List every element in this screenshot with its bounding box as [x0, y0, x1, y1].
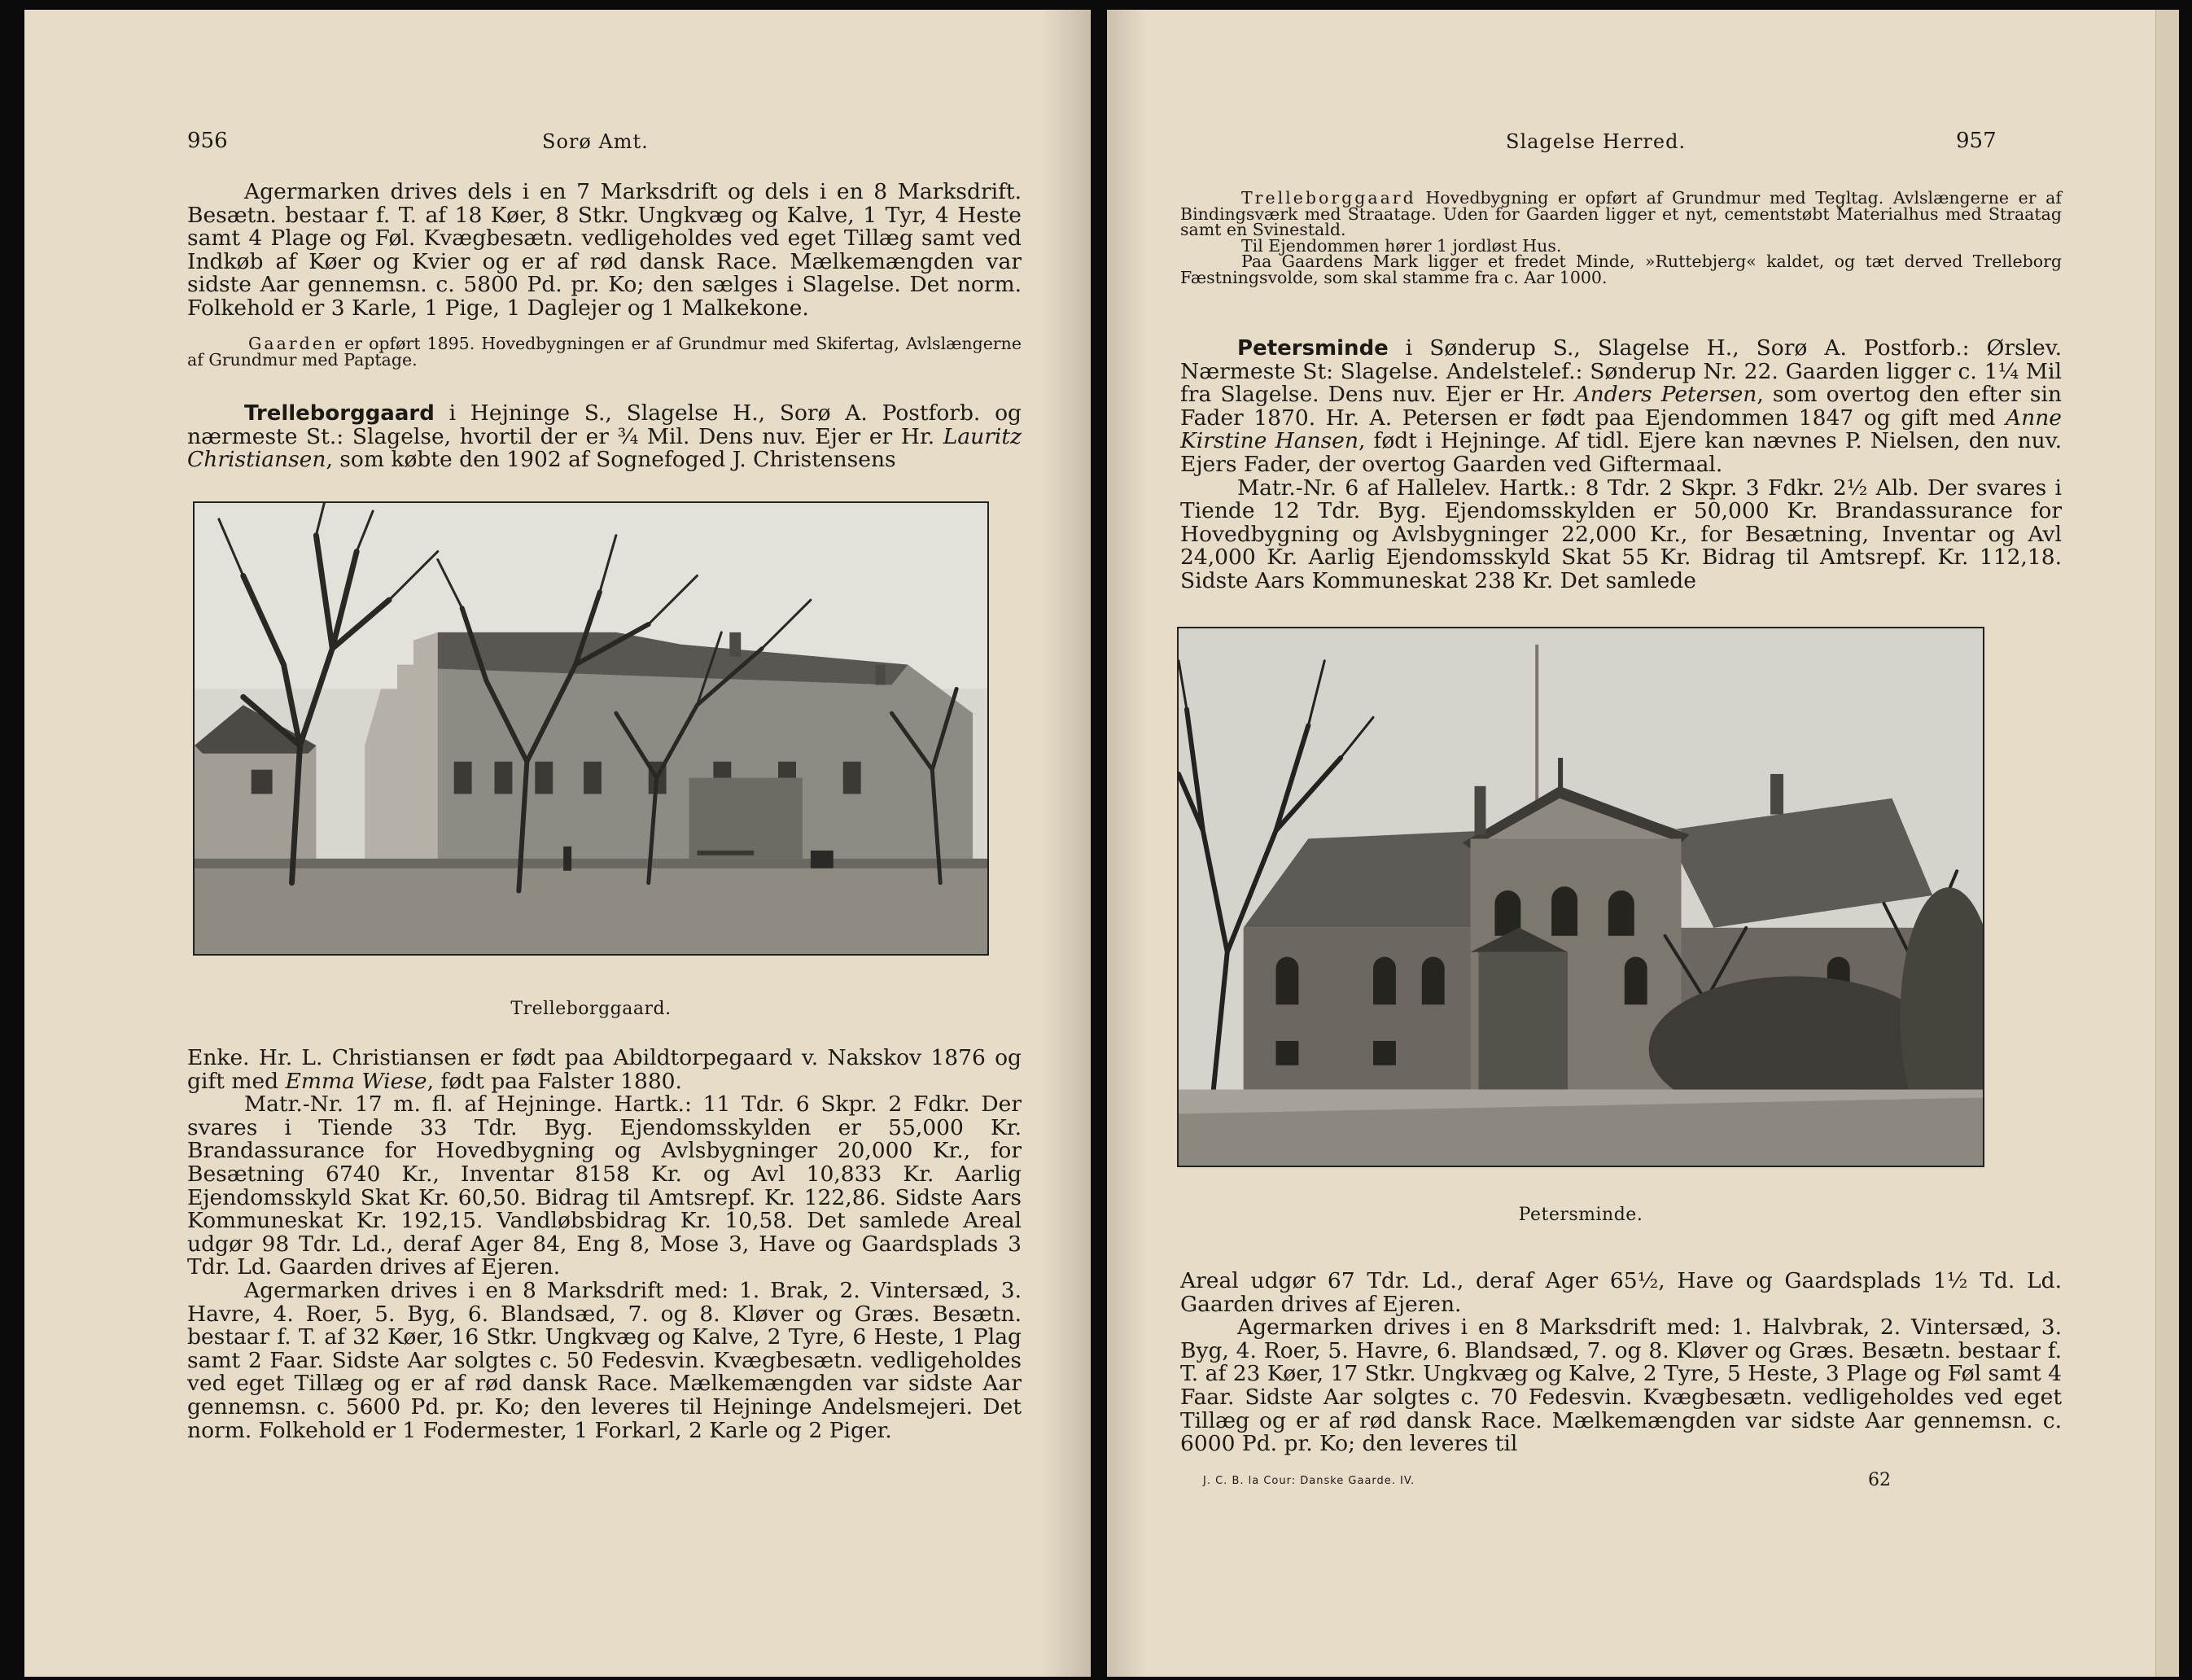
note-text: Hovedbygning er opført af Grundmur med Tegltag. Avlslængerne er af Bindingsværk med Straatage. Uden for Gaarden ligger et nyt, cementstøbt Materialhus med Straatag samt en Svinestald. — [1180, 188, 2062, 239]
paragraph — [187, 1047, 1022, 1442]
page-number: 956 — [187, 129, 228, 153]
paragraph-text: Agermarken drives i en 8 Marksdrift med: 1. Brak, 2. Vintersæd, 3. Havre, 4. Roer, 5. Byg, 6. Blandsæd, 7. og 8. Kløver og Græs. Besætn. bestaar f. T. af 32 Køer, 16 Stkr. Ungkvæg og Kalve, 2 Tyre, 6 Heste, 1 Plag samt 2 Faar. Sidste Aar solgtes c. 50 Fedesvin. Kvægbesætn. vedligeholdes ved eget Tillæg og er af rød dansk Race. Mælkemængden var sidste Aar gennemsn. c. 5600 Pd. pr. Ko; den leveres til Hejninge Andelsmejeri. Det norm. Folkehold er 1 Fodermester, 1 Forkarl, 2 Karle og 2 Piger. — [187, 1277, 1022, 1443]
entry-text: i Hejninge S., Slagelse H., Sorø A. Postforb. og nærmeste St.: Slagelse, hvortil der er ¾ Mil. Dens nuv. Ejer er Hr. — [187, 400, 1022, 449]
entry-title: Trelleborggaard — [244, 401, 435, 426]
entry-trelleborggaard — [187, 402, 1022, 472]
building-note — [187, 336, 1022, 368]
paragraph-text: Agermarken drives dels i en 7 Marksdrift og dels i en 8 Marksdrift. Besætn. bestaar f. T. af 18 Køer, 8 Stkr. Ungkvæg og Kalve, 1 Tyr, 4 Heste samt 4 Plage og Føl. Kvægbesætn. vedligeholdes ved eget Tillæg samt ved Indkøb af Køer og Kvier og er af rød dansk Race. Mælkemængden var sidste Aar gennemsn. c. 5800 Pd. pr. Ko; den sælges i Slagelse. Det norm. Folkehold er 3 Karle, 1 Pige, 1 Daglejer og 1 Malkekone. — [187, 179, 1022, 321]
signature-mark: 62 — [1868, 1470, 1891, 1490]
farmhouse-photo — [195, 503, 987, 954]
wife-name: Emma Wiese — [285, 1068, 427, 1094]
building-note — [1180, 190, 2062, 286]
manor-house-photo — [1179, 628, 1983, 1166]
left-page — [24, 10, 1091, 1677]
owner-name: Lauritz Christiansen — [187, 423, 1022, 473]
note-text: er opført 1895. Hovedbygningen er af Grundmur med Skifertag, Avlslængerne af Grundmur med Paptage. — [187, 334, 1022, 370]
entry-title: Petersminde — [1237, 336, 1389, 361]
footer-note: J. C. B. la Cour: Danske Gaarde. IV. — [1203, 1475, 1415, 1487]
paragraph-text: Areal udgør 67 Tdr. Ld., deraf Ager 65½, Have og Gaardsplads 1½ Td. Ld. Gaarden drives af Ejeren. — [1180, 1268, 2062, 1317]
paragraph — [1180, 1270, 2062, 1456]
spaced-word: Gaarden — [248, 334, 339, 353]
spaced-word: Trelleborggaard — [1241, 188, 1416, 208]
paragraph-text: Enke. Hr. L. Christiansen er født paa Abildtorpegaard v. Nakskov 1876 og gift med — [187, 1045, 1022, 1094]
page-number: 957 — [1956, 129, 1997, 153]
entry-text: , som købte den 1902 af Sognefoged J. Christensens — [326, 447, 896, 473]
paragraph — [187, 181, 1022, 321]
note-text: Paa Gaardens Mark ligger et fredet Minde, »Ruttebjerg« kaldet, og tæt derved Trelleborg Fæstningsvolde, som skal stamme fra c. Aar 1000. — [1180, 252, 2062, 287]
running-head: Sorø Amt. — [542, 130, 649, 153]
entry-text: i Sønderup S., Slagelse H., Sorø A. Postforb.: Ørslev. Nærmeste St: Slagelse. Andelstelef.: Sønderup Nr. 22. Gaarden ligger c. 1¼ Mil fra Slagelse. Dens nuv. Ejer er Hr. — [1180, 335, 2062, 408]
photo-caption: Petersminde. — [1518, 1205, 1643, 1225]
paragraph-text: , født paa Falster 1880. — [427, 1068, 682, 1094]
photo-caption: Trelleborggaard. — [510, 999, 672, 1019]
owner-name: Anders Petersen — [1574, 382, 1757, 408]
paragraph-text: Agermarken drives i en 8 Marksdrift med: 1. Halvbrak, 2. Vintersæd, 3. Byg, 4. Roer, 5. Havre, 6. Blandsæd, 7. og 8. Kløver og Græs. Besætn. bestaar f. T. af 23 Køer, 17 Stkr. Ungkvæg og Kalve, 2 Tyre, 5 Heste, 3 Plage og Føl samt 4 Faar. Sidste Aar solgtes c. 70 Fedesvin. Kvægbesætn. vedligeholdes ved eget Tillæg og er af rød dansk Race. Mælkemængden var sidste Aar gennemsn. c. 6000 Pd. pr. Ko; den leveres til — [1180, 1315, 2062, 1457]
wife-name: Anne Kirstine Hansen — [1180, 405, 2062, 454]
note-text: Til Ejendommen hører 1 jordløst Hus. — [1241, 235, 1562, 256]
paragraph-text: Matr.-Nr. 6 af Hallelev. Hartk.: 8 Tdr. 2 Skpr. 3 Fdkr. 2½ Alb. Der svares i Tiende 12 Tdr. Byg. Ejendomsskylden er 50,000 Kr. Brandassurance for Hovedbygning og Avlsbygninger 22,000 Kr., for Besætning, Inventar og Avl 24,000 Kr. Aarlig Ejendomsskyld Skat 55 Kr. Bidrag til Amtsrepf. Kr. 112,18. Sidste Aars Kommuneskat 238 Kr. Det samlede — [1180, 475, 2062, 593]
entry-petersminde — [1180, 337, 2062, 593]
paragraph-text: Matr.-Nr. 17 m. fl. af Hejninge. Hartk.: 11 Tdr. 6 Skpr. 2 Fdkr. Der svares i Tiende 33 Tdr. Byg. Ejendomsskylden er 55,000 Kr. Brandassurance for Hovedbygning og Avlsbygninger 20,000 Kr., for Besætning 6740 Kr., Inventar 8158 Kr. og Avl 10,833 Kr. Aarlig Ejendomsskyld Skat Kr. 60,50. Bidrag til Amtsrepf. Kr. 122,86. Sidste Aars Kommuneskat Kr. 192,15. Vandløbsbidrag Kr. 10,58. Det samlede Areal udgør 98 Tdr. Ld., deraf Ager 84, Eng 8, Mose 3, Have og Gaardsplads 3 Tdr. Ld. Gaarden drives af Ejeren. — [187, 1092, 1022, 1280]
photo-trelleborggaard — [193, 501, 989, 956]
entry-text: , født i Hejninge. Af tidl. Ejere kan nævnes P. Nielsen, den nuv. Ejers Fader, der overtog Gaarden ved Giftermaal. — [1180, 428, 2062, 477]
entry-text: , som overtog den efter sin Fader 1870. Hr. A. Petersen er født paa Ejendommen 1847 og gift med — [1180, 382, 2062, 431]
right-page — [1107, 10, 2179, 1677]
photo-petersminde — [1177, 627, 1984, 1167]
running-head: Slagelse Herred. — [1506, 130, 1687, 153]
